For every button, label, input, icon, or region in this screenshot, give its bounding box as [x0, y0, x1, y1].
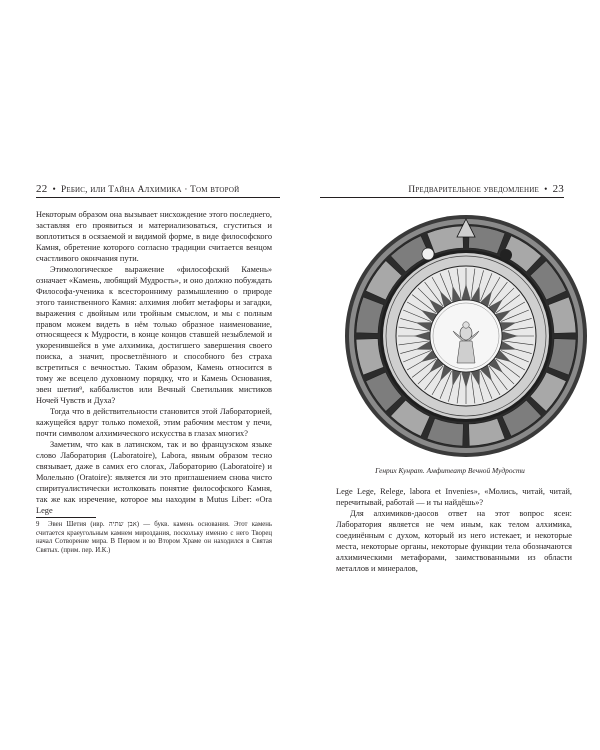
footnote-rule: [36, 517, 96, 518]
right-paragraph-2: Для алхимиков-даосов ответ на этот вопрос ясен: Лаборатория является не чем иным, как телом алхимика, соединённым с духом, который из него истекает, и некоторые места, некоторые органы, некоторые функции тела обозначаются алхимическими метафорами, заимствованными из области металлов и минералов,: [336, 508, 572, 573]
footnote: [36, 521, 272, 555]
left-body-text: [36, 210, 272, 517]
left-header-rule: [36, 197, 280, 198]
right-running-head: [408, 183, 564, 195]
amphitheatre-engraving-image: [343, 213, 589, 459]
left-running-head: [36, 183, 239, 195]
left-running-head-title: Ребис, или Тайна Алхимика · Том второй: [60, 185, 240, 195]
footnote-number: 9: [36, 521, 40, 528]
left-paragraph-3: Тогда что в действительности становится этой Лабораторией, кажущейся вдруг только помехой, этим рабочим местом у печи, почти символом алхимического искусства в глазах многих?: [36, 407, 272, 439]
right-paragraph-1: Lege Lege, Relege, labora et Invenies», «Молись, читай, читай, перечитывай, работай — и ты найдёшь»?: [336, 487, 572, 507]
header-bullet: •: [541, 185, 551, 195]
left-paragraph-1: Некоторым образом она вызывает нисхождение этого последнего, заставляя его проявиться и материализоваться, сгуститься и воплотиться в осязаемой и видимой форме, в виде философского Камня, обретение которого согласно традиции считается венцом счастливого окончания пути.: [36, 210, 272, 263]
right-page-number: 23: [552, 183, 564, 195]
footnote-text: Эвен Шетия (ивр. אבן שתיה) — букв. камень основания. Этот камень считается краеугольным камнем мироздания, поскольку именно с него Творец начал Сотворение мира. В Первом и во Втором Храме он находился в Святая Святых. (прим. пер. И.К.): [36, 521, 272, 554]
figure-caption: Генрих Кунрат. Амфитеатр Вечной Мудрости: [375, 466, 525, 475]
left-paragraph-2: Этимологическое выражение «философский Камень» означает «Камень, любящий Мудрость», и оно должно побуждать Философа-ученика к всесторонниму размышлению о природе этого таинственного Камня: алхимия любит метафоры и загадки, выражения с двойным или тройным смыслом, и мы с полным правом можем видеть в нём только образное наименование, относящееся к Мудрости, в конце концов ставшей незыблемой и укоренившейся в уме алхимика, достигшего завершения своего поиска, а значит, просветлённого и способного без страха встретиться с вечностью. Таким образом, Камень относится в тому же всецело духовному порядку, что и Камень Основания, эвен шетия⁹, каббалистов или Вечный Светильник мистиков Ночей Чувств и Духа?: [36, 264, 272, 406]
right-header-rule: [320, 197, 564, 198]
right-body-text: [336, 487, 572, 575]
right-running-head-title: Предварительное уведомление: [408, 185, 540, 195]
left-page-number: 22: [36, 183, 48, 195]
right-page: [300, 0, 600, 750]
left-paragraph-4: Заметим, что как в латинском, так и во французском языке слово Лаборатория (Laboratoire), Labora, явным образом тесно связывает, даже в самих его слогах, Лабораторию (Laboratoire) и Молельню (Oratoire): является ли это приглашением снова чисто спиритуалистически истолковать понятие философского Камня, так же как изречение, которое мы находим в Mutus Liber: «Ora Lege: [36, 440, 272, 515]
header-bullet: •: [49, 185, 59, 195]
